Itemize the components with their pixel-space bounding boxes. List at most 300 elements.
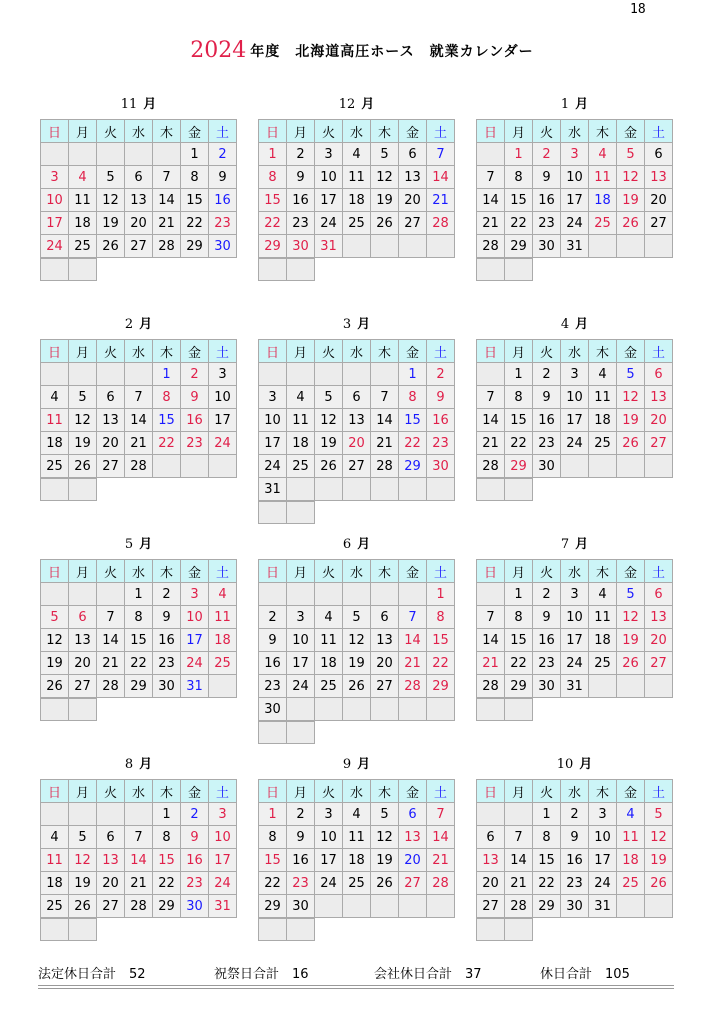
day-cell: 9 bbox=[287, 166, 315, 189]
empty-cell bbox=[125, 143, 153, 166]
empty-cell bbox=[477, 803, 505, 826]
day-cell: 8 bbox=[181, 166, 209, 189]
day-cell: 11 bbox=[589, 606, 617, 629]
day-cell: 23 bbox=[153, 652, 181, 675]
day-cell: 3 bbox=[287, 606, 315, 629]
month-grid bbox=[258, 339, 455, 501]
day-cell: 2 bbox=[181, 363, 209, 386]
day-cell: 16 bbox=[533, 629, 561, 652]
weekday-header: 水 bbox=[343, 780, 371, 803]
weekday-header: 火 bbox=[315, 120, 343, 143]
empty-cell bbox=[343, 895, 371, 918]
day-cell: 4 bbox=[617, 803, 645, 826]
weekday-header: 土 bbox=[645, 120, 673, 143]
day-cell: 25 bbox=[589, 652, 617, 675]
day-cell: 22 bbox=[427, 652, 455, 675]
empty-cell bbox=[97, 363, 125, 386]
day-cell: 18 bbox=[69, 212, 97, 235]
day-cell: 31 bbox=[259, 478, 287, 501]
day-cell: 20 bbox=[371, 652, 399, 675]
day-cell: 4 bbox=[69, 166, 97, 189]
day-cell: 21 bbox=[477, 652, 505, 675]
month-kanji: 月 bbox=[357, 537, 371, 552]
month-label bbox=[258, 313, 455, 331]
day-cell: 3 bbox=[561, 583, 589, 606]
day-cell: 10 bbox=[561, 386, 589, 409]
day-cell: 6 bbox=[645, 583, 673, 606]
day-cell: 6 bbox=[371, 606, 399, 629]
day-cell: 19 bbox=[69, 432, 97, 455]
day-cell: 10 bbox=[287, 629, 315, 652]
day-cell: 2 bbox=[287, 803, 315, 826]
day-cell: 7 bbox=[427, 143, 455, 166]
day-cell: 15 bbox=[181, 189, 209, 212]
weekday-header: 日 bbox=[477, 560, 505, 583]
extra-row bbox=[476, 258, 533, 281]
weekday-header: 火 bbox=[97, 340, 125, 363]
day-cell: 19 bbox=[41, 652, 69, 675]
extra-row bbox=[258, 501, 315, 524]
weekday-header: 土 bbox=[209, 340, 237, 363]
day-cell: 4 bbox=[589, 143, 617, 166]
day-cell: 14 bbox=[125, 409, 153, 432]
month-calendar bbox=[40, 753, 237, 941]
day-cell: 1 bbox=[533, 803, 561, 826]
empty-cell bbox=[505, 699, 533, 721]
empty-cell bbox=[399, 235, 427, 258]
weekday-header: 日 bbox=[41, 780, 69, 803]
day-cell: 21 bbox=[505, 872, 533, 895]
empty-cell bbox=[477, 363, 505, 386]
empty-cell bbox=[589, 455, 617, 478]
empty-cell bbox=[209, 675, 237, 698]
day-cell: 20 bbox=[477, 872, 505, 895]
day-cell: 24 bbox=[41, 235, 69, 258]
empty-cell bbox=[343, 235, 371, 258]
day-cell: 26 bbox=[69, 455, 97, 478]
day-cell: 2 bbox=[533, 143, 561, 166]
day-cell: 10 bbox=[315, 826, 343, 849]
day-cell: 4 bbox=[315, 606, 343, 629]
day-cell: 13 bbox=[645, 386, 673, 409]
day-cell: 24 bbox=[561, 212, 589, 235]
day-cell: 14 bbox=[399, 629, 427, 652]
day-cell: 3 bbox=[259, 386, 287, 409]
day-cell: 26 bbox=[69, 895, 97, 918]
empty-cell bbox=[617, 455, 645, 478]
month-number: 5 bbox=[124, 537, 134, 552]
day-cell: 16 bbox=[287, 189, 315, 212]
day-cell: 27 bbox=[645, 432, 673, 455]
day-cell: 6 bbox=[97, 826, 125, 849]
day-cell: 27 bbox=[371, 675, 399, 698]
day-cell: 5 bbox=[97, 166, 125, 189]
day-cell: 23 bbox=[181, 432, 209, 455]
day-cell: 20 bbox=[97, 872, 125, 895]
day-cell: 10 bbox=[209, 386, 237, 409]
day-cell: 17 bbox=[315, 849, 343, 872]
day-cell: 17 bbox=[181, 629, 209, 652]
empty-cell bbox=[287, 722, 315, 744]
day-cell: 22 bbox=[399, 432, 427, 455]
weekday-header: 火 bbox=[97, 780, 125, 803]
weekday-header: 土 bbox=[645, 560, 673, 583]
day-cell: 25 bbox=[209, 652, 237, 675]
month-label bbox=[476, 533, 673, 551]
empty-cell bbox=[343, 363, 371, 386]
day-cell: 9 bbox=[533, 386, 561, 409]
day-cell: 27 bbox=[97, 895, 125, 918]
day-cell: 11 bbox=[209, 606, 237, 629]
weekday-header: 土 bbox=[209, 560, 237, 583]
day-cell: 9 bbox=[259, 629, 287, 652]
day-cell: 18 bbox=[343, 189, 371, 212]
day-cell: 7 bbox=[371, 386, 399, 409]
weekday-header: 日 bbox=[41, 340, 69, 363]
summary-company-holidays: 会社休日合計 37 bbox=[374, 967, 482, 982]
day-cell: 28 bbox=[399, 675, 427, 698]
day-cell: 17 bbox=[41, 212, 69, 235]
day-cell: 1 bbox=[259, 803, 287, 826]
day-cell: 7 bbox=[125, 386, 153, 409]
day-cell: 25 bbox=[287, 455, 315, 478]
day-cell: 15 bbox=[399, 409, 427, 432]
day-cell: 16 bbox=[561, 849, 589, 872]
empty-cell bbox=[125, 363, 153, 386]
day-cell: 19 bbox=[617, 189, 645, 212]
month-number: 10 bbox=[556, 757, 574, 772]
day-cell: 16 bbox=[533, 409, 561, 432]
empty-cell bbox=[427, 235, 455, 258]
weekday-header: 水 bbox=[125, 780, 153, 803]
day-cell: 11 bbox=[343, 826, 371, 849]
weekday-header: 土 bbox=[209, 780, 237, 803]
day-cell: 5 bbox=[371, 143, 399, 166]
day-cell: 27 bbox=[343, 455, 371, 478]
day-cell: 13 bbox=[399, 826, 427, 849]
day-cell: 20 bbox=[399, 849, 427, 872]
day-cell: 7 bbox=[477, 606, 505, 629]
weekday-header: 木 bbox=[153, 560, 181, 583]
day-cell: 6 bbox=[97, 386, 125, 409]
day-cell: 23 bbox=[533, 432, 561, 455]
empty-cell bbox=[287, 363, 315, 386]
day-cell: 23 bbox=[259, 675, 287, 698]
empty-cell bbox=[259, 502, 287, 524]
empty-cell bbox=[371, 478, 399, 501]
empty-cell bbox=[315, 895, 343, 918]
day-cell: 9 bbox=[533, 166, 561, 189]
day-cell: 19 bbox=[617, 409, 645, 432]
day-cell: 26 bbox=[617, 652, 645, 675]
day-cell: 26 bbox=[343, 675, 371, 698]
day-cell: 1 bbox=[153, 803, 181, 826]
weekday-header: 月 bbox=[69, 560, 97, 583]
weekday-header: 水 bbox=[561, 780, 589, 803]
weekday-header: 日 bbox=[259, 560, 287, 583]
day-cell: 3 bbox=[315, 143, 343, 166]
empty-cell bbox=[645, 675, 673, 698]
empty-cell bbox=[125, 803, 153, 826]
weekday-header: 火 bbox=[533, 340, 561, 363]
month-grid bbox=[258, 559, 455, 721]
day-cell: 23 bbox=[287, 872, 315, 895]
day-cell: 20 bbox=[69, 652, 97, 675]
day-cell: 6 bbox=[125, 166, 153, 189]
day-cell: 28 bbox=[427, 872, 455, 895]
day-cell: 26 bbox=[371, 212, 399, 235]
weekday-header: 火 bbox=[315, 340, 343, 363]
day-cell: 15 bbox=[259, 849, 287, 872]
day-cell: 29 bbox=[505, 675, 533, 698]
day-cell: 20 bbox=[645, 409, 673, 432]
month-number: 2 bbox=[124, 317, 134, 332]
summary-legal-holidays: 法定休日合計 52 bbox=[38, 967, 146, 982]
extra-row bbox=[476, 478, 533, 501]
day-cell: 29 bbox=[399, 455, 427, 478]
month-calendar bbox=[476, 753, 673, 941]
empty-cell bbox=[477, 259, 505, 281]
day-cell: 12 bbox=[645, 826, 673, 849]
day-cell: 9 bbox=[209, 166, 237, 189]
day-cell: 17 bbox=[259, 432, 287, 455]
day-cell: 24 bbox=[561, 652, 589, 675]
day-cell: 1 bbox=[505, 363, 533, 386]
day-cell: 7 bbox=[477, 166, 505, 189]
day-cell: 29 bbox=[505, 455, 533, 478]
day-cell: 14 bbox=[153, 189, 181, 212]
day-cell: 13 bbox=[645, 606, 673, 629]
day-cell: 12 bbox=[617, 166, 645, 189]
empty-cell bbox=[371, 895, 399, 918]
empty-cell bbox=[287, 583, 315, 606]
weekday-header: 土 bbox=[645, 340, 673, 363]
summary-national-holidays: 祝祭日合計 16 bbox=[214, 967, 309, 982]
weekday-header: 土 bbox=[427, 780, 455, 803]
day-cell: 22 bbox=[125, 652, 153, 675]
weekday-header: 金 bbox=[181, 780, 209, 803]
month-number: 6 bbox=[342, 537, 352, 552]
day-cell: 30 bbox=[153, 675, 181, 698]
weekday-header: 火 bbox=[315, 780, 343, 803]
day-cell: 6 bbox=[69, 606, 97, 629]
day-cell: 16 bbox=[427, 409, 455, 432]
month-calendar bbox=[40, 533, 237, 721]
empty-cell bbox=[41, 363, 69, 386]
month-calendar bbox=[258, 93, 455, 281]
day-cell: 30 bbox=[533, 235, 561, 258]
day-cell: 30 bbox=[209, 235, 237, 258]
day-cell: 4 bbox=[41, 386, 69, 409]
day-cell: 28 bbox=[477, 675, 505, 698]
empty-cell bbox=[153, 455, 181, 478]
weekday-header: 金 bbox=[399, 780, 427, 803]
day-cell: 26 bbox=[617, 212, 645, 235]
extra-row bbox=[476, 918, 533, 941]
empty-cell bbox=[617, 895, 645, 918]
day-cell: 14 bbox=[477, 189, 505, 212]
day-cell: 31 bbox=[589, 895, 617, 918]
page-number: 18 bbox=[630, 2, 646, 17]
day-cell: 30 bbox=[287, 235, 315, 258]
empty-cell bbox=[477, 919, 505, 941]
day-cell: 25 bbox=[41, 455, 69, 478]
day-cell: 29 bbox=[505, 235, 533, 258]
day-cell: 19 bbox=[69, 872, 97, 895]
empty-cell bbox=[371, 583, 399, 606]
day-cell: 22 bbox=[505, 212, 533, 235]
weekday-header: 火 bbox=[533, 560, 561, 583]
day-cell: 12 bbox=[617, 386, 645, 409]
day-cell: 6 bbox=[645, 143, 673, 166]
day-cell: 4 bbox=[209, 583, 237, 606]
weekday-header: 木 bbox=[589, 340, 617, 363]
day-cell: 16 bbox=[259, 652, 287, 675]
day-cell: 24 bbox=[561, 432, 589, 455]
day-cell: 6 bbox=[343, 386, 371, 409]
day-cell: 24 bbox=[287, 675, 315, 698]
weekday-header: 土 bbox=[645, 780, 673, 803]
day-cell: 17 bbox=[561, 409, 589, 432]
month-calendar bbox=[40, 313, 237, 501]
day-cell: 5 bbox=[617, 363, 645, 386]
day-cell: 3 bbox=[209, 803, 237, 826]
empty-cell bbox=[645, 895, 673, 918]
day-cell: 8 bbox=[505, 386, 533, 409]
day-cell: 23 bbox=[209, 212, 237, 235]
weekday-header: 金 bbox=[617, 120, 645, 143]
day-cell: 2 bbox=[153, 583, 181, 606]
day-cell: 2 bbox=[533, 583, 561, 606]
day-cell: 10 bbox=[41, 189, 69, 212]
day-cell: 13 bbox=[399, 166, 427, 189]
empty-cell bbox=[371, 235, 399, 258]
day-cell: 3 bbox=[561, 363, 589, 386]
day-cell: 30 bbox=[181, 895, 209, 918]
weekday-header: 月 bbox=[69, 340, 97, 363]
month-kanji: 月 bbox=[575, 317, 589, 332]
empty-cell bbox=[259, 363, 287, 386]
extra-row bbox=[258, 918, 315, 941]
empty-cell bbox=[69, 583, 97, 606]
day-cell: 26 bbox=[371, 872, 399, 895]
day-cell: 11 bbox=[617, 826, 645, 849]
day-cell: 18 bbox=[589, 409, 617, 432]
month-kanji: 月 bbox=[575, 97, 589, 112]
day-cell: 29 bbox=[125, 675, 153, 698]
month-label bbox=[40, 753, 237, 771]
empty-cell bbox=[645, 235, 673, 258]
day-cell: 15 bbox=[125, 629, 153, 652]
day-cell: 30 bbox=[533, 675, 561, 698]
day-cell: 24 bbox=[259, 455, 287, 478]
weekday-header: 水 bbox=[125, 340, 153, 363]
weekday-header: 月 bbox=[69, 120, 97, 143]
empty-cell bbox=[153, 143, 181, 166]
day-cell: 21 bbox=[125, 872, 153, 895]
empty-cell bbox=[97, 803, 125, 826]
month-number: 12 bbox=[338, 97, 356, 112]
day-cell: 24 bbox=[209, 432, 237, 455]
day-cell: 31 bbox=[209, 895, 237, 918]
empty-cell bbox=[209, 455, 237, 478]
month-grid bbox=[40, 339, 237, 478]
empty-cell bbox=[645, 455, 673, 478]
day-cell: 29 bbox=[259, 235, 287, 258]
empty-cell bbox=[427, 895, 455, 918]
weekday-header: 火 bbox=[533, 120, 561, 143]
day-cell: 1 bbox=[427, 583, 455, 606]
day-cell: 2 bbox=[427, 363, 455, 386]
day-cell: 12 bbox=[343, 629, 371, 652]
month-grid bbox=[40, 779, 237, 918]
day-cell: 12 bbox=[617, 606, 645, 629]
day-cell: 11 bbox=[41, 409, 69, 432]
day-cell: 28 bbox=[97, 675, 125, 698]
day-cell: 13 bbox=[343, 409, 371, 432]
day-cell: 18 bbox=[41, 432, 69, 455]
weekday-header: 月 bbox=[287, 340, 315, 363]
day-cell: 13 bbox=[69, 629, 97, 652]
day-cell: 18 bbox=[315, 652, 343, 675]
day-cell: 21 bbox=[371, 432, 399, 455]
day-cell: 29 bbox=[533, 895, 561, 918]
day-cell: 9 bbox=[153, 606, 181, 629]
day-cell: 14 bbox=[97, 629, 125, 652]
day-cell: 9 bbox=[181, 386, 209, 409]
day-cell: 16 bbox=[209, 189, 237, 212]
day-cell: 14 bbox=[371, 409, 399, 432]
month-kanji: 月 bbox=[357, 317, 371, 332]
day-cell: 20 bbox=[125, 212, 153, 235]
weekday-header: 水 bbox=[125, 560, 153, 583]
day-cell: 28 bbox=[125, 455, 153, 478]
month-kanji: 月 bbox=[579, 757, 593, 772]
day-cell: 19 bbox=[343, 652, 371, 675]
weekday-header: 日 bbox=[41, 120, 69, 143]
day-cell: 27 bbox=[69, 675, 97, 698]
day-cell: 19 bbox=[371, 189, 399, 212]
day-cell: 8 bbox=[125, 606, 153, 629]
day-cell: 23 bbox=[533, 212, 561, 235]
day-cell: 23 bbox=[533, 652, 561, 675]
weekday-header: 水 bbox=[343, 560, 371, 583]
page-title bbox=[0, 38, 724, 63]
weekday-header: 水 bbox=[561, 560, 589, 583]
day-cell: 5 bbox=[371, 803, 399, 826]
day-cell: 18 bbox=[589, 189, 617, 212]
day-cell: 8 bbox=[153, 826, 181, 849]
day-cell: 10 bbox=[589, 826, 617, 849]
day-cell: 7 bbox=[505, 826, 533, 849]
empty-cell bbox=[41, 143, 69, 166]
empty-cell bbox=[315, 583, 343, 606]
empty-cell bbox=[181, 455, 209, 478]
day-cell: 6 bbox=[477, 826, 505, 849]
month-kanji: 月 bbox=[139, 537, 153, 552]
day-cell: 31 bbox=[181, 675, 209, 698]
day-cell: 18 bbox=[617, 849, 645, 872]
day-cell: 21 bbox=[477, 432, 505, 455]
month-grid bbox=[40, 119, 237, 258]
day-cell: 6 bbox=[399, 803, 427, 826]
day-cell: 1 bbox=[125, 583, 153, 606]
day-cell: 24 bbox=[209, 872, 237, 895]
summary-divider bbox=[38, 985, 674, 989]
day-cell: 2 bbox=[209, 143, 237, 166]
day-cell: 20 bbox=[399, 189, 427, 212]
weekday-header: 月 bbox=[69, 780, 97, 803]
